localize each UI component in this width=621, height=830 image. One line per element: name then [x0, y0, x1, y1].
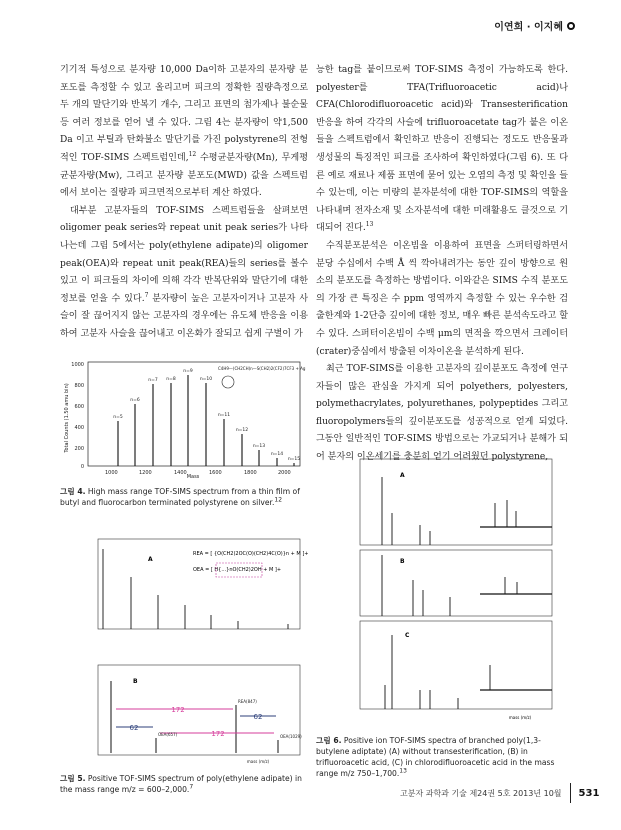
svg-text:OEA = [ H{...}nO(CH2)2OH + M ]: OEA = [ H{...}nO(CH2)2OH + M ]+ — [193, 567, 282, 573]
svg-text:n=8: n=8 — [166, 377, 176, 382]
svg-text:600: 600 — [74, 404, 84, 410]
svg-text:n=10: n=10 — [199, 377, 213, 382]
footer-divider — [570, 783, 571, 803]
svg-text:172: 172 — [171, 706, 185, 714]
svg-text:OEA(657): OEA(657) — [158, 732, 178, 737]
svg-text:1400: 1400 — [174, 470, 187, 476]
circle-bullet-icon — [567, 22, 575, 30]
svg-text:n=6: n=6 — [130, 398, 140, 403]
svg-text:n=15: n=15 — [287, 457, 301, 462]
svg-text:2000: 2000 — [278, 470, 291, 476]
figure-6-chart — [340, 455, 560, 725]
running-header — [494, 18, 575, 33]
svg-text:mass (m/z): mass (m/z) — [508, 715, 532, 720]
svg-text:mass (m/z): mass (m/z) — [246, 759, 270, 764]
svg-text:n=7: n=7 — [148, 378, 158, 383]
svg-text:n=5: n=5 — [113, 415, 123, 420]
svg-text:Mass: Mass — [186, 474, 200, 478]
svg-text:1000: 1000 — [105, 470, 118, 476]
svg-text:400: 400 — [74, 425, 84, 431]
paragraph: 수직분포분석은 이온빔을 이용하여 표면을 스퍼터링하면서 분당 수십에서 수백 Å 씩 깍아내려가는 동안 깊이 방향으로 원소의 분포도를 측정하는 방법이다. 이와같은 SIMS 수직 분포도의 가장 큰 특징은 수 ppm 영역까지 측정할 수 있는 우수한 검출한계와 1-2단층 깊이에 대한 정보, 매우 빠른 분석속도라고 할 수 있다. 스퍼터이온빔이 수백 μm의 면적을 깍으면서 크레이터 (crater)중심에서 방출된 이차이온을 분석하게 된다. — [316, 240, 568, 357]
svg-text:800: 800 — [74, 383, 84, 389]
header-authors: 이연희 · 이지혜 — [494, 22, 563, 33]
right-text-column — [316, 62, 568, 467]
svg-text:1200: 1200 — [139, 470, 152, 476]
figure-5-chart — [78, 535, 308, 765]
svg-text:1600: 1600 — [209, 470, 222, 476]
figure-4-caption: 그림 4. High mass range TOF-SIMS spectrum from a thin film of butyl and fluorocarbon terminated polystyrene on silver.$^{12}$ — [60, 487, 300, 507]
svg-text:B: B — [400, 558, 405, 565]
figure-6-caption: 그림 6. Positive ion TOF-SIMS spectra of branched poly(1,3-butylene adiptate) (A) without transesterification, (B) in trifluoroacetic acid, (C) in chlorodifluoroacetic acid in the mass range m/z 750–1,700.13 — [316, 736, 555, 778]
svg-text:n=11: n=11 — [217, 413, 231, 418]
svg-text:n=13: n=13 — [252, 444, 266, 449]
svg-text:62: 62 — [253, 713, 263, 721]
page-number: 531 — [578, 787, 600, 799]
svg-text:n=14: n=14 — [270, 452, 284, 457]
journal-info: 고분자 과학과 기술 제24권 5호 2013년 10월 — [400, 788, 562, 798]
svg-text:200: 200 — [74, 446, 84, 452]
paragraph: 대부분 고분자들의 TOF-SIMS 스펙트럼들을 살펴보면 oligomer peak series와 repeat unit peak series가 나타나는데 그림 5에서는 poly(ethylene adipate)의 oligomer peak(OEA)와 repeat unit peak(REA)들의 series를 볼수 있고 이 피크들의 차이에 의해 각각 반복단위와 말단기에 대한 정보를 얻을 수 있다.$^7$ 분자량이 높은 고분자이거나 고분자 사슬이 잘 끊어지지 않는 고분자의 경우에는 유도체 반응을 이용하여 고분자 사슬을 끊어내고 이온화가 잘되고 쉽게 구별이 가 — [60, 205, 308, 339]
page-footer — [400, 783, 599, 803]
svg-text:Total Counts (1.50 amu bin): Total Counts (1.50 amu bin) — [64, 383, 70, 453]
svg-text:1000: 1000 — [71, 362, 84, 368]
svg-text:A: A — [400, 472, 405, 479]
svg-text:B: B — [133, 678, 138, 685]
svg-text:1800: 1800 — [244, 470, 257, 476]
svg-text:0: 0 — [80, 464, 84, 470]
svg-text:C4H9—(CH2CH)n—S(CH2)2(CF2)7CF3: C4H9—(CH2CH)n—S(CH2)2(CF2)7CF3 + Ag — [218, 366, 306, 371]
svg-text:n=9: n=9 — [183, 369, 193, 374]
svg-text:C: C — [405, 632, 410, 639]
svg-text:REA = [ {O(CH2)2OC(O)(CH2)4C(O: REA = [ {O(CH2)2OC(O)(CH2)4C(O)}n + M ]+ — [193, 551, 308, 557]
figure-4-chart — [58, 358, 308, 478]
svg-text:REA(847): REA(847) — [238, 699, 257, 704]
svg-text:OEA(1029): OEA(1029) — [280, 734, 302, 739]
svg-text:172: 172 — [211, 730, 225, 738]
paragraph: 기기적 특성으로 분자량 10,000 Da이하 고분자의 분자량 분포도를 측정할 수 있고 올리고머 피크의 정확한 질량측정으로 두 개의 말단기와 반복기 개수, 그리고 표면의 첨가제나 불순물등 여러 정보를 얻어 낼 수 있다. 그림 4는 분자량이 약1,500 Da 이고 부틸과 탄화불소 말단기를 가진 polystyrene의 전형적인 TOF-SIMS 스펙트럼인데,$^{12}$ 수평균분자량(Mn), 무게평균분자량(Mw), 그리고 분자량 분포도(MWD) 값을 스펙트럼에서 보이는 질량과 피크면적으로부터 계산 하였다. — [60, 65, 309, 199]
figure-5-caption: 그림 5. Positive TOF-SIMS spectrum of poly(ethylene adipate) in the mass range m/z = 600–2,000.$^7$ — [60, 774, 302, 794]
left-text-column — [60, 62, 308, 344]
paragraph: 최근 TOF-SIMS를 이용한 고분자의 깊이분포도 측정에 연구자들이 많은 관심을 가지게 되어 polyethers, polyesters, polymethacrylates, polyurethanes, polypeptides 그리고 fluoropolymers들의 깊이분포도를 성공적으로 얻게 되었다. 그동안 일반적인 TOF-SIMS 방법으로는 가교되거나 분해가 되어 분자의 이온세기를 충분히 얻기 어려웠던 polystyrene, — [316, 364, 568, 463]
svg-text:n=12: n=12 — [235, 428, 249, 433]
paragraph: 능한 tag를 붙이므로써 TOF-SIMS 측정이 가능하도록 한다. polyester를 TFA(Trifluoroacetic acid)나 CFA(Chlorodifluoroacetic acid)와 Transesterification 반응을 하여 각각의 사슬에 trifluoroacetate tag가 붙은 이온들을 스펙트럼에서 확인하고 반응이 진행되는 정도도 반응물과 생성물의 특징적인 피크를 조사하여 확인하였다(그림 6). 또 다른 예로 재료나 제품 표면에 묻어 있는 오염의 측정 및 확인을 들수 있는데, 이는 미량의 분자분석에 대한 TOF-SIMS의 역할을 나타내며 전자소재 및 소자분석에 대한 미래활용도 클것으로 기대되어 진다.$^{13}$ — [316, 65, 568, 234]
svg-text:62: 62 — [129, 724, 139, 732]
svg-text:A: A — [148, 556, 153, 563]
